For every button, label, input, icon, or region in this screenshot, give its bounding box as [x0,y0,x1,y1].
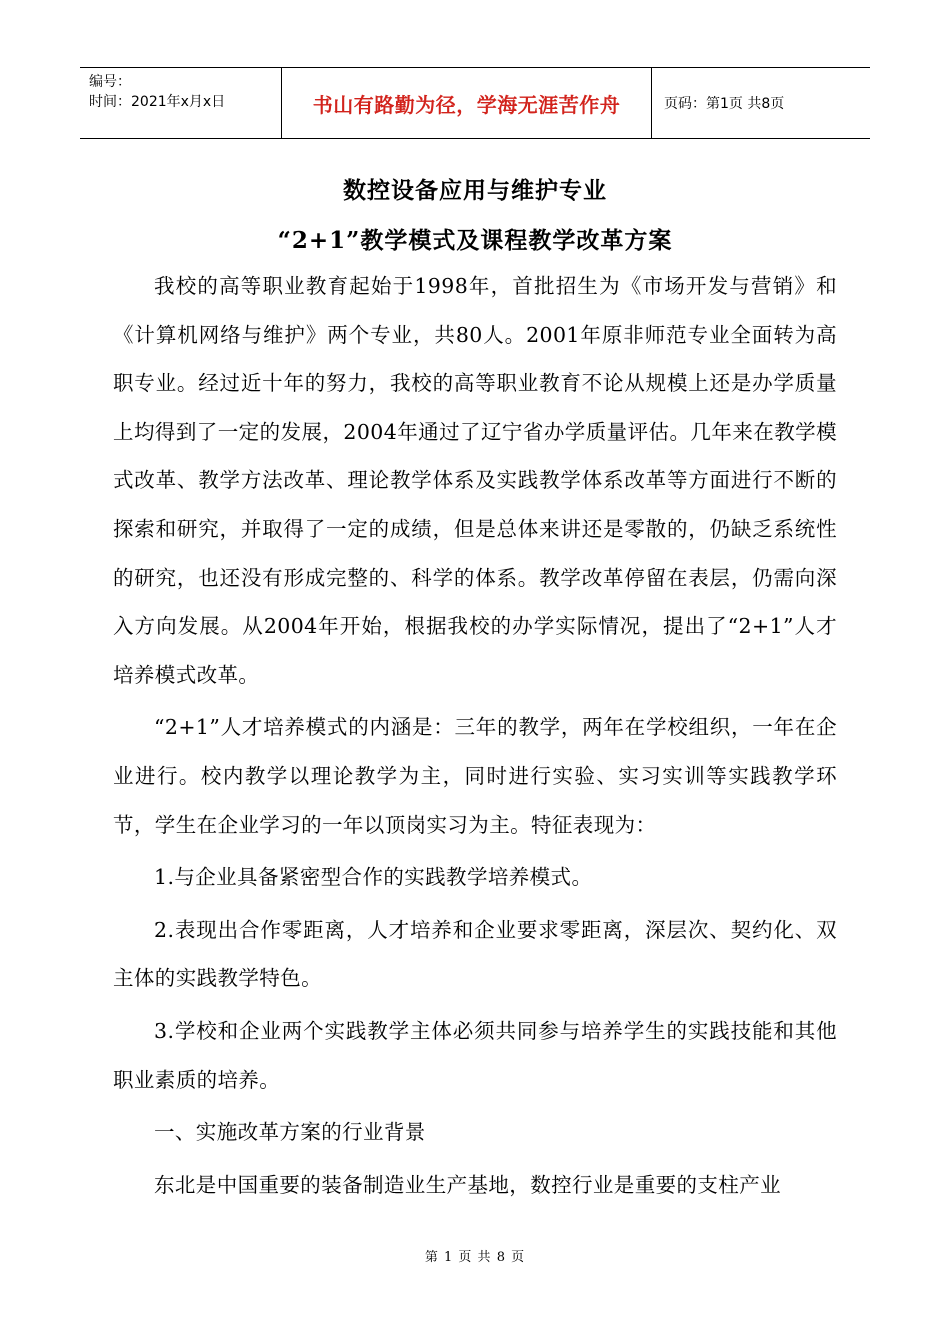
paragraph-background: 东北是中国重要的装备制造业生产基地，数控行业是重要的支柱产业 [154,1172,781,1197]
list-item-2: 2.表现出合作零距离，人才培养和企业要求零距离，深层次、契约化、双主体的实践教学特色。 [113,917,837,991]
document-header [80,67,870,139]
paragraph-intro: 我校的高等职业教育起始于1998年，首批招生为《市场开发与营销》和《计算机网络与维护》两个专业，共80人。2001年原非师范专业全面转为高职专业。经过近十年的努力，我校的高等职业教育不论从规模上还是办学质量上均得到了一定的发展，2004年通过了辽宁省办学质量评估。几年来在教学模式改革、教学方法改革、理论教学体系及实践教学体系改革等方面进行不断的探索和研究，并取得了一定的成绩，但是总体来讲还是零散的，仍缺乏系统性的研究，也还没有形成完整的、科学的体系。教学改革停留在表层，仍需向深入方向发展。从2004年开始，根据我校的办学实际情况，提出了“2+1”人才培养模式改革。 [113,274,837,687]
motto-text: 书山有路勤为径，学海无涯苦作舟 [312,92,621,117]
list-item-1: 1.与企业具备紧密型合作的实践教学培养模式。 [154,865,593,890]
section-heading-1: 一、实施改革方案的行业背景 [154,1120,426,1145]
document-body [113,262,837,1213]
page-footer: 第 1 页 共 8 页 [424,1250,526,1265]
document-title-line2: “2+1”教学模式及课程教学改革方案 [277,227,673,254]
header-motto-cell [282,68,652,138]
paragraph-model: “2+1”人才培养模式的内涵是：三年的教学，两年在学校组织，一年在企业进行。校内教学以理论教学为主，同时进行实验、实习实训等实践教学环节，学生在企业学习的一年以顶岗实习为主。特征表现为： [113,715,837,837]
header-meta-cell [80,68,282,138]
number-label: 编号： [89,74,131,90]
time-label: 时间：2021年x月x日 [89,94,226,110]
page-info: 页码：第1页 共8页 [664,96,785,112]
list-item-3: 3.学校和企业两个实践教学主体必须共同参与培养学生的实践技能和其他职业素质的培养。 [113,1018,837,1092]
document-title-line1: 数控设备应用与维护专业 [343,177,607,204]
header-page-cell [652,68,870,138]
